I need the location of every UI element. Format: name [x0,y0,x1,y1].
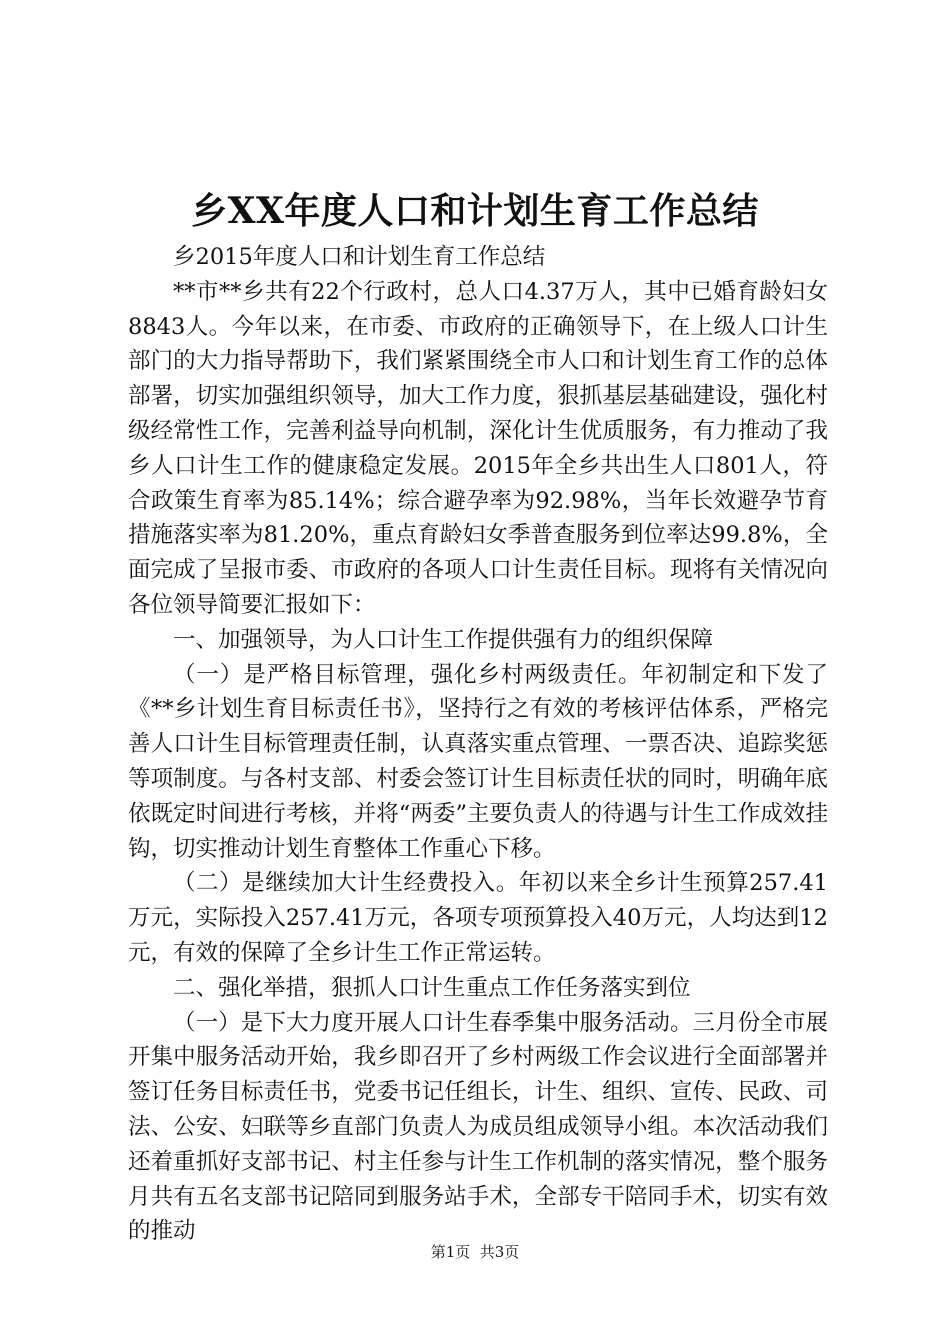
document-title: 乡XX年度人口和计划生育工作总结 [191,190,759,232]
intro-paragraph: **市**乡共有22个行政村，总人口4.37万人，其中已婚育龄妇女8843人。今年以来，在市委、市政府的正确领导下，在上级人口计生部门的大力指导帮助下，我们紧紧围绕全市人口和计划生育工作的总体部署，切实加强组织领导，加大工作力度，狠抓基层基础建设，强化村级经常性工作，完善利益导向机制，深化计生优质服务，有力推动了我乡人口计生工作的健康稳定发展。2015年全乡共出生人口801人，符合政策生育率为85.14%；综合避孕率为92.98%，当年长效避孕节育措施落实率为81.20%，重点育龄妇女季普查服务到位率达99.8%，全面完成了呈报市委、市政府的各项人口计生责任目标。现将有关情况向各位领导简要汇报如下： [128,278,828,618]
section-1-item-1: （一）是严格目标管理，强化乡村两级责任。年初制定和下发了《**乡计划生育目标责任书》，坚持行之有效的考核评估体系，严格完善人口计生目标管理责任制，认真落实重点管理、一票否决、追踪奖惩等项制度。与各村支部、村委会签订计生目标责任状的同时，明确年底依既定时间进行考核，并将“两委”主要负责人的待遇与计生工作成效挂钩，切实推动计划生育整体工作重心下移。 [128,661,828,862]
subtitle-paragraph: 乡2015年度人口和计划生育工作总结 [173,244,546,270]
page-number: 第1页 共3页 [430,1243,520,1261]
section-2-item-1: （一）是下大力度开展人口计生春季集中服务活动。三月份全市展开集中服务活动开始，我乡即召开了乡村两级工作会议进行全面部署并签订任务目标责任书，党委书记任组长，计生、组织、宣传、民政、司法、公安、妇联等乡直部门负责人为成员组成领导小组。本次活动我们还着重抓好支部书记、村主任参与计生工作机制的落实情况，整个服务月共有五名支部书记陪同到服务站手术，全部专干陪同手术，切实有效的推动 [128,1009,828,1245]
section-1-item-2: （二）是继续加大计生经费投入。年初以来全乡计生预算257.41万元，实际投入257.41万元，各项专项预算投入40万元，人均达到12元，有效的保障了全乡计生工作正常运转。 [128,870,828,966]
document-body [128,240,828,1249]
section-heading-2: 二、强化举措，狠抓人口计生重点工作任务落实到位 [173,974,691,1001]
page-footer [0,1242,950,1262]
section-heading-1: 一、加强领导，为人口计生工作提供强有力的组织保障 [173,626,714,653]
